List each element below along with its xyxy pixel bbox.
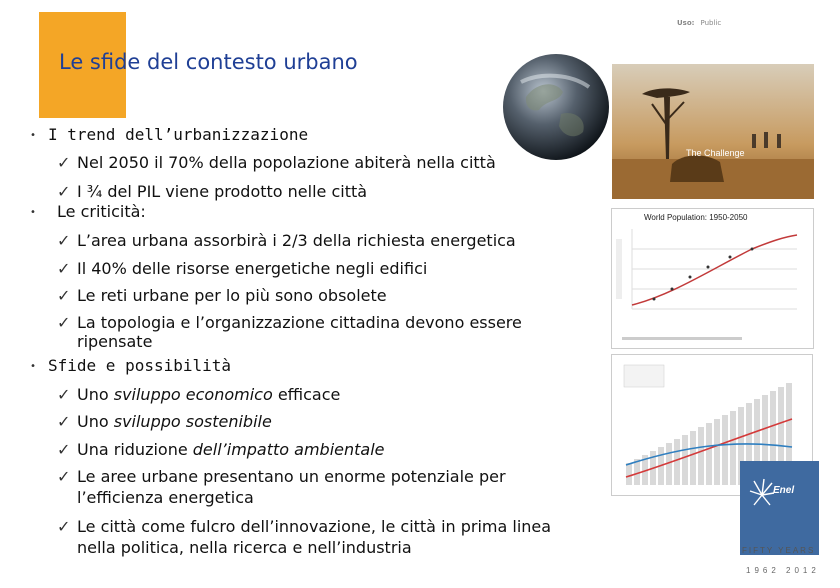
list-item: ✓ Uno sviluppo sostenibile — [57, 412, 272, 431]
fifty-years-tagline: FIFTY YEARS — [742, 546, 816, 555]
list-item: ✓ L’area urbana assorbirà i 2/3 della richiesta energetica — [57, 231, 516, 250]
checkmark-icon: ✓ — [57, 182, 71, 201]
page-title: Le sfide del contesto urbano — [59, 50, 358, 74]
checkmark-icon: ✓ — [57, 259, 71, 278]
list-item: ✓ Il 40% delle risorse energetiche negli edifici — [57, 259, 428, 278]
enel-flower-icon — [740, 461, 819, 555]
enel-logo-text: Enel — [773, 485, 795, 496]
list-item: ✓ Una riduzione dell’impatto ambientale — [57, 440, 385, 459]
section-heading-trends: • I trend dell’urbanizzazione — [30, 125, 309, 144]
checkmark-icon: ✓ — [57, 153, 71, 172]
checkmark-icon: ✓ — [57, 467, 71, 486]
bullet-icon: • — [30, 207, 36, 218]
bullet-icon: • — [30, 361, 37, 372]
checkmark-icon: ✓ — [57, 517, 71, 536]
list-item: ✓ Nel 2050 il 70% della popolazione abiterà nella città — [57, 153, 496, 172]
checkmark-icon: ✓ — [57, 231, 71, 250]
enel-logo — [740, 461, 819, 555]
uso-label: Uso: — [677, 19, 695, 27]
section-heading-criticities: • Le criticità: — [30, 202, 146, 221]
challenge-caption: The Challenge — [686, 148, 745, 158]
population-chart-title: World Population: 1950-2050 — [644, 213, 748, 222]
list-item: ✓ Le città come fulcro dell’innovazione, le città in prima linea nella politica, nella ricerca e nell’industria — [57, 517, 552, 557]
earth-globe-image — [501, 52, 611, 162]
checkmark-icon: ✓ — [57, 440, 71, 459]
bullet-icon: • — [30, 130, 37, 141]
savanna-challenge-image — [612, 64, 814, 199]
checkmark-icon: ✓ — [57, 385, 71, 404]
classification-label — [677, 19, 721, 27]
checkmark-icon: ✓ — [57, 313, 71, 332]
checkmark-icon: ✓ — [57, 286, 71, 305]
section-heading-challenges: • Sfide e possibilità — [30, 356, 232, 375]
anniversary-years: 1962 2012 — [746, 566, 820, 575]
population-chart-graphic — [612, 209, 813, 348]
list-item: ✓ I ¾ del PIL viene prodotto nelle città — [57, 182, 368, 201]
list-item: ✓ La topologia e l’organizzazione cittadina devono essere ripensate — [57, 313, 522, 351]
uso-value: Public — [700, 19, 722, 27]
list-item: ✓ Le aree urbane presentano un enorme potenziale per l’efficienza energetica — [57, 467, 506, 507]
checkmark-icon: ✓ — [57, 412, 71, 431]
list-item: ✓ Le reti urbane per lo più sono obsolete — [57, 286, 387, 305]
list-item: ✓ Uno sviluppo economico efficace — [57, 385, 341, 404]
world-population-chart-image — [611, 208, 814, 349]
